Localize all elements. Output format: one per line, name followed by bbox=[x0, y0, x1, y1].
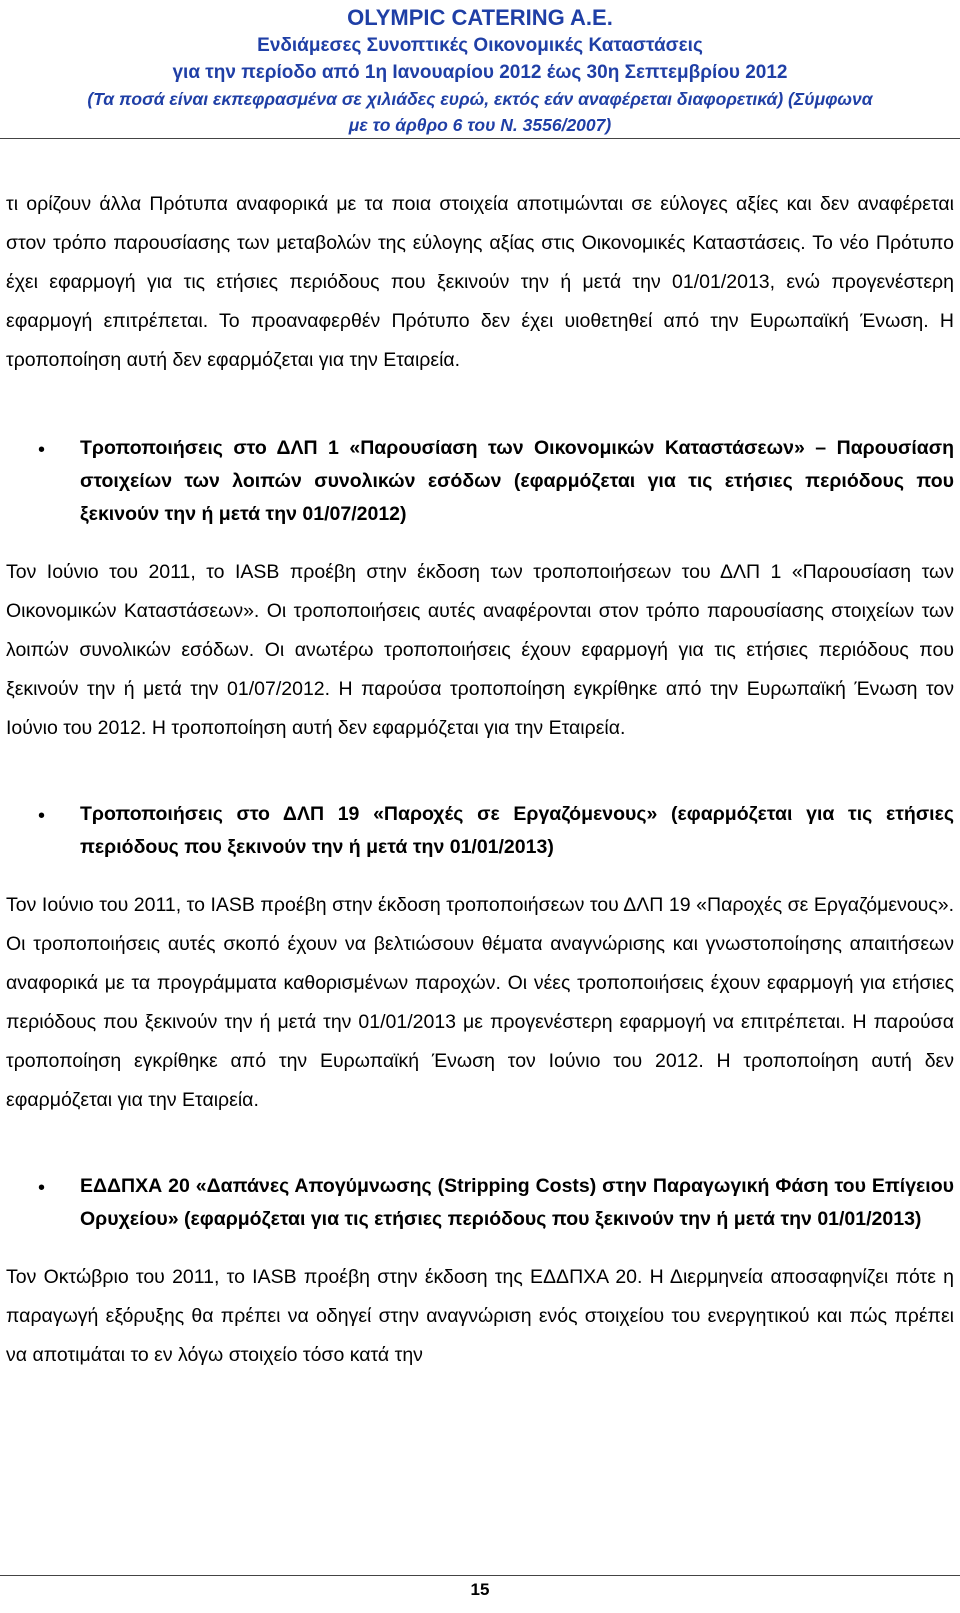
report-period: για την περίοδο από 1η Ιανουαρίου 2012 έως 30η Σεπτεμβρίου 2012 bbox=[172, 62, 788, 83]
header-divider bbox=[0, 138, 960, 139]
section-paragraph: Τον Ιούνιο του 2011, το IASB προέβη στην έκδοση των τροποποιήσεων του ΔΛΠ 1 «Παρουσίαση των Οικονομικών Καταστάσεων». Οι τροποποιήσεις αυτές αναφέρονται στον τρόπο παρουσίασης στοιχείων των λοιπών συνολικών εσόδων. Οι ανωτέρω τροποποιήσεις έχουν εφαρμογή για τις ετήσιες περιόδους που ξεκινούν την ή μετά την 01/07/2012. Η παρούσα τροποποίηση εγκρίθηκε από την Ευρωπαϊκή Ένωση τον Ιούνιο του 2012. Η τροποποίηση αυτή δεν εφαρμόζεται για την Εταιρεία. bbox=[6, 561, 954, 739]
document-body bbox=[6, 185, 954, 1375]
section-ias1 bbox=[6, 432, 954, 531]
bullet-icon: • bbox=[38, 1177, 46, 1199]
section-ifric20 bbox=[6, 1170, 954, 1236]
section-paragraph: Τον Ιούνιο του 2011, το IASB προέβη στην έκδοση τροποποιήσεων του ΔΛΠ 19 «Παροχές σε Εργαζόμενους». Οι τροποποιήσεις αυτές σκοπό έχουν να βελτιώσουν θέματα αναγνώρισης και γνωστοποίησης απαιτήσεων αναφορικά με τα προγράμματα καθορισμένων παροχών. Οι νέες τροποποιήσεις έχουν εφαρμογή για ετήσιες περιόδους που ξεκινούν την ή μετά την 01/01/2013 με προγενέστερη εφαρμογή να επιτρέπεται. Η παρούσα τροποποίηση εγκρίθηκε από την Ευρωπαϊκή Ένωση τον Ιούνιο του 2012. Η τροποποίηση αυτή δεν εφαρμόζεται για την Εταιρεία. bbox=[6, 894, 954, 1111]
legal-reference: με το άρθρο 6 του Ν. 3556/2007) bbox=[348, 115, 612, 135]
section-heading: ΕΔΔΠΧΑ 20 «Δαπάνες Απογύμνωσης (Stripping Costs) στην Παραγωγική Φάση του Επίγειου Ορυχείου» (εφαρμόζεται για τις ετήσιες περιόδους που ξεκινούν την ή μετά την 01/01/2013) bbox=[80, 1175, 954, 1230]
bullet-icon: • bbox=[38, 805, 46, 827]
page-header bbox=[0, 4, 960, 138]
page-number: 15 bbox=[470, 1580, 490, 1599]
intro-paragraph: τι ορίζουν άλλα Πρότυπα αναφορικά με τα ποια στοιχεία αποτιμώνται σε εύλογες αξίες και δεν αναφέρεται στον τρόπο παρουσίασης των μεταβολών της εύλογης αξίας στις Οικονομικές Καταστάσεις. Το νέο Πρότυπο έχει εφαρμογή για τις ετήσιες περιόδους που ξεκινούν την ή μετά την 01/01/2013, ενώ προγενέστερη εφαρμογή επιτρέπεται. Το προαναφερθέν Πρότυπο δεν έχει υιοθετηθεί από την Ευρωπαϊκή Ένωση. Η τροποποίηση αυτή δεν εφαρμόζεται για την Εταιρεία. bbox=[6, 193, 954, 371]
company-name: OLYMPIC CATERING A.E. bbox=[347, 5, 613, 30]
currency-note: (Τα ποσά είναι εκπεφρασμένα σε χιλιάδες ευρώ, εκτός εάν αναφέρεται διαφορετικά) (Σύμφωνα bbox=[87, 89, 873, 109]
section-paragraph: Τον Οκτώβριο του 2011, το IASB προέβη στην έκδοση της ΕΔΔΠΧΑ 20. Η Διερμηνεία αποσαφηνίζει πότε η παραγωγή εξόρυξης θα πρέπει να οδηγεί στην αναγνώριση ενός στοιχείου του ενεργητικού και πώς πρέπει να αποτιμάται το εν λόγω στοιχείο τόσο κατά την bbox=[6, 1266, 954, 1366]
section-ias19 bbox=[6, 798, 954, 864]
bullet-icon: • bbox=[38, 439, 46, 461]
footer-divider bbox=[0, 1575, 960, 1576]
section-heading: Τροποποιήσεις στο ΔΛΠ 1 «Παρουσίαση των Οικονομικών Καταστάσεων» – Παρουσίαση στοιχείων των λοιπών συνολικών εσόδων (εφαρμόζεται για τις ετήσιες περιόδους που ξεκινούν την ή μετά την 01/07/2012) bbox=[80, 437, 954, 525]
section-heading: Τροποποιήσεις στο ΔΛΠ 19 «Παροχές σε Εργαζόμενους» (εφαρμόζεται για τις ετήσιες περιόδους που ξεκινούν την ή μετά την 01/01/2013) bbox=[80, 803, 954, 858]
report-title: Ενδιάμεσες Συνοπτικές Οικονομικές Καταστάσεις bbox=[257, 35, 703, 56]
